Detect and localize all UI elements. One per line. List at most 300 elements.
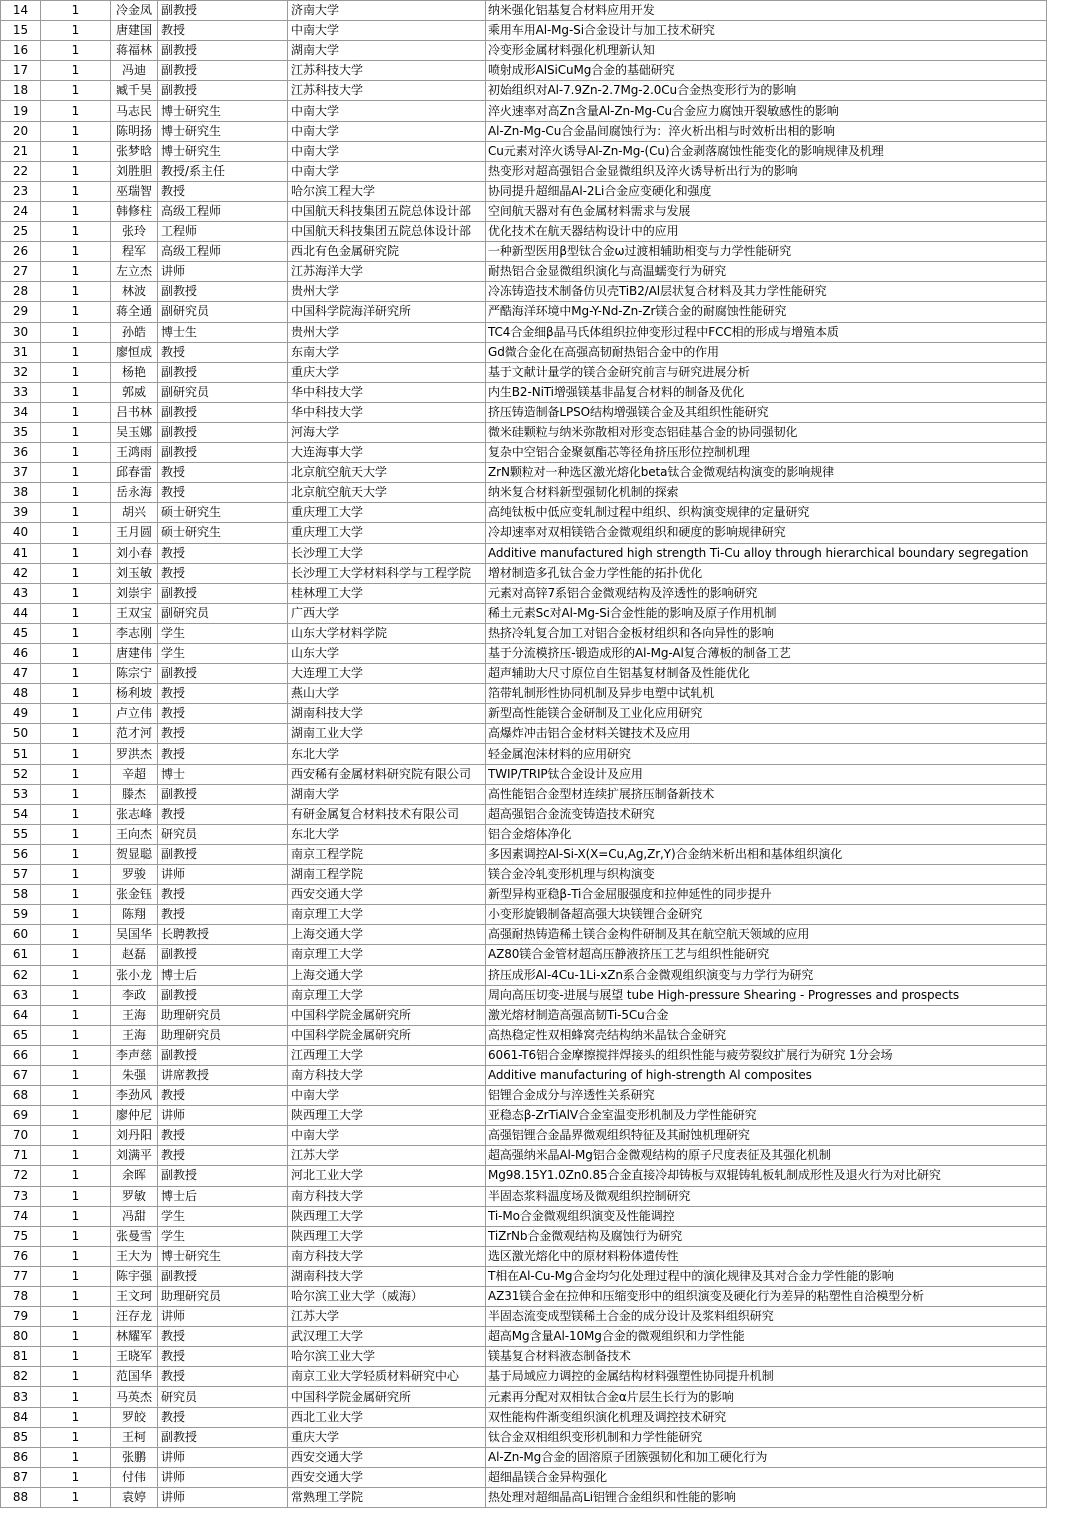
table-row	[1, 1447, 1047, 1467]
cell-count: 1	[41, 242, 111, 262]
cell-name: 林耀军	[111, 1327, 158, 1347]
cell-name: 范国华	[111, 1367, 158, 1387]
cell-index: 34	[1, 402, 41, 422]
cell-name: 孙皓	[111, 322, 158, 342]
cell-organization: 中南大学	[288, 1086, 486, 1106]
cell-organization: 南方科技大学	[288, 1186, 486, 1206]
cell-name: 王鸿雨	[111, 443, 158, 463]
cell-topic: 增材制造多孔钛合金力学性能的拓扑优化	[486, 563, 1047, 583]
cell-topic: 基于文献计量学的镁合金研究前言与研究进展分析	[486, 362, 1047, 382]
table-row	[1, 1025, 1047, 1045]
table-row	[1, 503, 1047, 523]
cell-index: 64	[1, 1005, 41, 1025]
table-row	[1, 1427, 1047, 1447]
cell-title: 博士研究生	[158, 141, 288, 161]
cell-name: 冷金凤	[111, 1, 158, 21]
cell-organization: 湖南工业大学	[288, 724, 486, 744]
cell-organization: 武汉理工大学	[288, 1327, 486, 1347]
cell-organization: 江苏大学	[288, 1146, 486, 1166]
cell-topic: 热变形对超高强铝合金显微组织及淬火诱导析出行为的影响	[486, 161, 1047, 181]
cell-index: 58	[1, 885, 41, 905]
cell-topic: 基于分流模挤压-锻造成形的Al-Mg-Al复合薄板的制备工艺	[486, 644, 1047, 664]
cell-name: 刘崇宇	[111, 583, 158, 603]
cell-name: 罗敏	[111, 1186, 158, 1206]
cell-name: 张金钰	[111, 885, 158, 905]
table-row	[1, 1065, 1047, 1085]
cell-index: 50	[1, 724, 41, 744]
cell-topic: 严酷海洋环境中Mg-Y-Nd-Zn-Zr镁合金的耐腐蚀性能研究	[486, 302, 1047, 322]
cell-index: 40	[1, 523, 41, 543]
cell-title: 副教授	[158, 1266, 288, 1286]
cell-count: 1	[41, 905, 111, 925]
cell-topic: 超高强纳米晶Al-Mg铝合金微观结构的原子尺度表征及其强化机制	[486, 1146, 1047, 1166]
cell-organization: 中南大学	[288, 21, 486, 41]
cell-index: 56	[1, 844, 41, 864]
cell-organization: 中南大学	[288, 161, 486, 181]
cell-count: 1	[41, 1166, 111, 1186]
cell-title: 副教授	[158, 985, 288, 1005]
cell-organization: 有研金属复合材料技术有限公司	[288, 804, 486, 824]
cell-name: 邱春雷	[111, 463, 158, 483]
cell-organization: 贵州大学	[288, 322, 486, 342]
table-row	[1, 1266, 1047, 1286]
cell-name: 李志刚	[111, 623, 158, 643]
cell-count: 1	[41, 101, 111, 121]
cell-index: 75	[1, 1226, 41, 1246]
cell-index: 44	[1, 603, 41, 623]
cell-count: 1	[41, 1447, 111, 1467]
cell-count: 1	[41, 483, 111, 503]
cell-title: 副教授	[158, 583, 288, 603]
cell-name: 王双宝	[111, 603, 158, 623]
table-row	[1, 422, 1047, 442]
table-row	[1, 623, 1047, 643]
cell-index: 24	[1, 201, 41, 221]
cell-index: 63	[1, 985, 41, 1005]
cell-name: 杨利坡	[111, 684, 158, 704]
cell-organization: 西北有色金属研究院	[288, 242, 486, 262]
cell-count: 1	[41, 1287, 111, 1307]
cell-organization: 南京理工大学	[288, 905, 486, 925]
cell-title: 教授	[158, 483, 288, 503]
cell-organization: 南京工业大学轻质材料研究中心	[288, 1367, 486, 1387]
cell-title: 教授	[158, 804, 288, 824]
cell-topic: 半固态浆料温度场及微观组织控制研究	[486, 1186, 1047, 1206]
cell-organization: 哈尔滨工程大学	[288, 181, 486, 201]
cell-index: 30	[1, 322, 41, 342]
cell-index: 77	[1, 1266, 41, 1286]
cell-count: 1	[41, 744, 111, 764]
cell-title: 博士研究生	[158, 121, 288, 141]
cell-title: 副教授	[158, 784, 288, 804]
table-body	[1, 1, 1047, 1508]
cell-organization: 南方科技大学	[288, 1065, 486, 1085]
cell-topic: 冷冻铸造技术制备仿贝壳TiB2/Al层状复合材料及其力学性能研究	[486, 282, 1047, 302]
cell-topic: 轻金属泡沫材料的应用研究	[486, 744, 1047, 764]
cell-index: 28	[1, 282, 41, 302]
cell-count: 1	[41, 583, 111, 603]
cell-title: 副教授	[158, 1166, 288, 1186]
cell-index: 42	[1, 563, 41, 583]
cell-organization: 陕西理工大学	[288, 1206, 486, 1226]
cell-count: 1	[41, 1206, 111, 1226]
cell-title: 博士生	[158, 322, 288, 342]
cell-index: 70	[1, 1126, 41, 1146]
table-row	[1, 41, 1047, 61]
cell-organization: 西安交通大学	[288, 1447, 486, 1467]
cell-index: 48	[1, 684, 41, 704]
cell-name: 韩修柱	[111, 201, 158, 221]
cell-topic: 6061-T6铝合金摩擦搅拌焊接头的组织性能与疲劳裂纹扩展行为研究 1分会场	[486, 1045, 1047, 1065]
cell-title: 教授	[158, 1407, 288, 1427]
cell-topic: 激光熔材制造高强高韧Ti-5Cu合金	[486, 1005, 1047, 1025]
table-row	[1, 181, 1047, 201]
cell-title: 助理研究员	[158, 1005, 288, 1025]
cell-topic: 高性能铝合金型材连续扩展挤压制备新技术	[486, 784, 1047, 804]
cell-organization: 河海大学	[288, 422, 486, 442]
cell-title: 教授	[158, 181, 288, 201]
cell-name: 陈宇强	[111, 1266, 158, 1286]
cell-title: 研究员	[158, 824, 288, 844]
cell-title: 教授	[158, 1327, 288, 1347]
cell-name: 汪存龙	[111, 1307, 158, 1327]
table-row	[1, 382, 1047, 402]
table-row	[1, 844, 1047, 864]
cell-name: 马英杰	[111, 1387, 158, 1407]
cell-topic: 挤压成形Al-4Cu-1Li-xZn系合金微观组织演变与力学行为研究	[486, 965, 1047, 985]
cell-count: 1	[41, 704, 111, 724]
cell-name: 卢立伟	[111, 704, 158, 724]
cell-name: 刘胜胆	[111, 161, 158, 181]
cell-name: 林波	[111, 282, 158, 302]
cell-name: 罗洪杰	[111, 744, 158, 764]
cell-title: 长聘教授	[158, 925, 288, 945]
cell-title: 博士研究生	[158, 101, 288, 121]
table-row	[1, 1186, 1047, 1206]
cell-name: 余晖	[111, 1166, 158, 1186]
cell-count: 1	[41, 543, 111, 563]
cell-name: 辛超	[111, 764, 158, 784]
cell-organization: 湖南大学	[288, 41, 486, 61]
cell-topic: 元素再分配对双相钛合金α片层生长行为的影响	[486, 1387, 1047, 1407]
cell-index: 35	[1, 422, 41, 442]
cell-organization: 西安交通大学	[288, 1467, 486, 1487]
cell-name: 付伟	[111, 1467, 158, 1487]
cell-title: 博士研究生	[158, 1246, 288, 1266]
cell-index: 59	[1, 905, 41, 925]
cell-organization: 山东大学	[288, 644, 486, 664]
table-row	[1, 865, 1047, 885]
cell-topic: Additive manufacturing of high-strength Al composites	[486, 1065, 1047, 1085]
cell-index: 19	[1, 101, 41, 121]
cell-count: 1	[41, 1327, 111, 1347]
cell-organization: 中南大学	[288, 101, 486, 121]
cell-name: 张玲	[111, 222, 158, 242]
cell-name: 刘丹阳	[111, 1126, 158, 1146]
cell-index: 74	[1, 1206, 41, 1226]
cell-count: 1	[41, 443, 111, 463]
cell-title: 副教授	[158, 402, 288, 422]
table-row	[1, 523, 1047, 543]
cell-title: 副教授	[158, 81, 288, 101]
cell-index: 47	[1, 664, 41, 684]
cell-title: 讲师	[158, 1307, 288, 1327]
cell-count: 1	[41, 463, 111, 483]
cell-count: 1	[41, 1487, 111, 1507]
cell-title: 副教授	[158, 422, 288, 442]
cell-organization: 中国科学院金属研究所	[288, 1387, 486, 1407]
cell-count: 1	[41, 302, 111, 322]
cell-topic: 乘用车用Al-Mg-Si合金设计与加工技术研究	[486, 21, 1047, 41]
cell-topic: 箔带轧制形性协同机制及异步电塑中试轧机	[486, 684, 1047, 704]
cell-index: 15	[1, 21, 41, 41]
cell-organization: 西北工业大学	[288, 1407, 486, 1427]
cell-index: 71	[1, 1146, 41, 1166]
table-row	[1, 684, 1047, 704]
cell-title: 教授	[158, 704, 288, 724]
cell-topic: 热处理对超细晶高Li铝锂合金组织和性能的影响	[486, 1487, 1047, 1507]
cell-index: 39	[1, 503, 41, 523]
cell-organization: 南京理工大学	[288, 985, 486, 1005]
cell-name: 王文珂	[111, 1287, 158, 1307]
table-row	[1, 644, 1047, 664]
cell-index: 65	[1, 1025, 41, 1045]
cell-topic: T相在Al-Cu-Mg合金均匀化处理过程中的演化规律及其对合金力学性能的影响	[486, 1266, 1047, 1286]
cell-name: 罗皎	[111, 1407, 158, 1427]
table-row	[1, 101, 1047, 121]
cell-name: 陈宗宁	[111, 664, 158, 684]
table-row	[1, 443, 1047, 463]
cell-title: 工程师	[158, 222, 288, 242]
cell-topic: 一种新型医用β型钛合金ω过渡相辅助相变与力学性能研究	[486, 242, 1047, 262]
cell-organization: 江苏科技大学	[288, 81, 486, 101]
cell-topic: TWIP/TRIP钛合金设计及应用	[486, 764, 1047, 784]
cell-topic: Al-Zn-Mg-Cu合金晶间腐蚀行为：淬火析出相与时效析出相的影响	[486, 121, 1047, 141]
cell-title: 讲师	[158, 1487, 288, 1507]
cell-title: 学生	[158, 623, 288, 643]
cell-count: 1	[41, 322, 111, 342]
cell-index: 26	[1, 242, 41, 262]
cell-name: 臧千昊	[111, 81, 158, 101]
cell-index: 80	[1, 1327, 41, 1347]
cell-topic: 纳米复合材料新型强韧化机制的探索	[486, 483, 1047, 503]
cell-count: 1	[41, 764, 111, 784]
cell-topic: 高热稳定性双相蜂窝壳结构纳米晶钛合金研究	[486, 1025, 1047, 1045]
cell-index: 18	[1, 81, 41, 101]
table-row	[1, 1166, 1047, 1186]
cell-title: 副研究员	[158, 603, 288, 623]
cell-name: 吴玉娜	[111, 422, 158, 442]
cell-title: 高级工程师	[158, 242, 288, 262]
cell-topic: 内生B2-NiTi增强镁基非晶复合材料的制备及优化	[486, 382, 1047, 402]
cell-title: 硕士研究生	[158, 523, 288, 543]
cell-title: 博士后	[158, 965, 288, 985]
table-row	[1, 483, 1047, 503]
table-row	[1, 1086, 1047, 1106]
cell-count: 1	[41, 1266, 111, 1286]
cell-name: 蒋全通	[111, 302, 158, 322]
table-row	[1, 1387, 1047, 1407]
cell-name: 廖仲尼	[111, 1106, 158, 1126]
cell-name: 冯甜	[111, 1206, 158, 1226]
cell-topic: 微米硅颗粒与纳米弥散相对形变态铝硅基合金的协同强韧化	[486, 422, 1047, 442]
cell-count: 1	[41, 1186, 111, 1206]
cell-organization: 中南大学	[288, 1126, 486, 1146]
cell-index: 60	[1, 925, 41, 945]
cell-title: 教授	[158, 563, 288, 583]
cell-name: 刘小春	[111, 543, 158, 563]
cell-name: 张志峰	[111, 804, 158, 824]
cell-index: 41	[1, 543, 41, 563]
table-row	[1, 21, 1047, 41]
cell-count: 1	[41, 985, 111, 1005]
cell-topic: 双性能构件渐变组织演化机理及调控技术研究	[486, 1407, 1047, 1427]
cell-name: 王大为	[111, 1246, 158, 1266]
cell-topic: 基于局域应力调控的金属结构材料强塑性协同提升机制	[486, 1367, 1047, 1387]
cell-organization: 南京理工大学	[288, 945, 486, 965]
cell-count: 1	[41, 885, 111, 905]
cell-count: 1	[41, 1467, 111, 1487]
cell-topic: 小变形旋锻制备超高强大块镁锂合金研究	[486, 905, 1047, 925]
cell-topic: Ti-Mo合金微观组织演变及性能调控	[486, 1206, 1047, 1226]
cell-topic: 高强耐热铸造稀土镁合金构件研制及其在航空航天领域的应用	[486, 925, 1047, 945]
cell-count: 1	[41, 61, 111, 81]
cell-count: 1	[41, 422, 111, 442]
cell-topic: 复杂中空铝合金聚氨酯芯等径角挤压形位控制机理	[486, 443, 1047, 463]
cell-title: 讲席教授	[158, 1065, 288, 1085]
cell-count: 1	[41, 1005, 111, 1025]
cell-index: 79	[1, 1307, 41, 1327]
cell-title: 学生	[158, 1226, 288, 1246]
table-row	[1, 985, 1047, 1005]
cell-count: 1	[41, 804, 111, 824]
cell-index: 62	[1, 965, 41, 985]
cell-topic: 冷却速率对双相镁锆合金微观组织和硬度的影响规律研究	[486, 523, 1047, 543]
cell-count: 1	[41, 362, 111, 382]
cell-organization: 重庆理工大学	[288, 523, 486, 543]
cell-name: 唐建伟	[111, 644, 158, 664]
table-row	[1, 764, 1047, 784]
cell-name: 冯迪	[111, 61, 158, 81]
cell-organization: 燕山大学	[288, 684, 486, 704]
cell-count: 1	[41, 724, 111, 744]
cell-topic: 镁基复合材料液态制备技术	[486, 1347, 1047, 1367]
cell-index: 22	[1, 161, 41, 181]
cell-topic: 耐热铝合金显微组织演化与高温蠕变行为研究	[486, 262, 1047, 282]
cell-count: 1	[41, 1427, 111, 1447]
cell-index: 43	[1, 583, 41, 603]
cell-count: 1	[41, 382, 111, 402]
cell-index: 32	[1, 362, 41, 382]
cell-topic: 超细晶镁合金异构强化	[486, 1467, 1047, 1487]
cell-topic: Al-Zn-Mg合金的固溶原子团簇强韧化和加工硬化行为	[486, 1447, 1047, 1467]
cell-index: 78	[1, 1287, 41, 1307]
cell-index: 76	[1, 1246, 41, 1266]
cell-count: 1	[41, 563, 111, 583]
cell-topic: 高强铝锂合金晶界微观组织特征及其耐蚀机理研究	[486, 1126, 1047, 1146]
cell-organization: 中国科学院金属研究所	[288, 1025, 486, 1045]
cell-topic: 热挤冷轧复合加工对铝合金板材组织和各向异性的影响	[486, 623, 1047, 643]
cell-count: 1	[41, 121, 111, 141]
cell-index: 49	[1, 704, 41, 724]
table-row	[1, 282, 1047, 302]
cell-index: 55	[1, 824, 41, 844]
cell-topic: 新型异构亚稳β-Ti合金屈服强度和拉伸延性的同步提升	[486, 885, 1047, 905]
cell-count: 1	[41, 784, 111, 804]
cell-name: 张小龙	[111, 965, 158, 985]
cell-name: 马志民	[111, 101, 158, 121]
table-row	[1, 1045, 1047, 1065]
cell-topic: Mg98.15Y1.0Zn0.85合金直接冷却铸板与双辊铸轧板轧制成形性及退火行为对比研究	[486, 1166, 1047, 1186]
cell-title: 副教授	[158, 362, 288, 382]
cell-count: 1	[41, 684, 111, 704]
cell-organization: 西安交通大学	[288, 885, 486, 905]
cell-organization: 上海交通大学	[288, 965, 486, 985]
cell-topic: AZ80镁合金管材超高压静液挤压工艺与组织性能研究	[486, 945, 1047, 965]
cell-title: 副教授	[158, 443, 288, 463]
cell-index: 20	[1, 121, 41, 141]
cell-index: 72	[1, 1166, 41, 1186]
cell-organization: 江西理工大学	[288, 1045, 486, 1065]
cell-name: 贺显聪	[111, 844, 158, 864]
cell-index: 29	[1, 302, 41, 322]
cell-count: 1	[41, 262, 111, 282]
cell-name: 王向杰	[111, 824, 158, 844]
cell-title: 副教授	[158, 844, 288, 864]
table-row	[1, 1005, 1047, 1025]
cell-topic: 镁合金冷轧变形机理与织构演变	[486, 865, 1047, 885]
table-row	[1, 905, 1047, 925]
cell-organization: 广西大学	[288, 603, 486, 623]
table-row	[1, 543, 1047, 563]
table-row	[1, 583, 1047, 603]
cell-organization: 华中科技大学	[288, 382, 486, 402]
cell-title: 教授	[158, 1126, 288, 1146]
cell-count: 1	[41, 523, 111, 543]
cell-index: 46	[1, 644, 41, 664]
cell-topic: 超高Mg含量Al-10Mg合金的微观组织和力学性能	[486, 1327, 1047, 1347]
table-row	[1, 1, 1047, 21]
cell-name: 李劲风	[111, 1086, 158, 1106]
table-row	[1, 302, 1047, 322]
cell-name: 王海	[111, 1025, 158, 1045]
cell-organization: 湖南科技大学	[288, 1266, 486, 1286]
cell-organization: 湖南工程学院	[288, 865, 486, 885]
cell-name: 岳永海	[111, 483, 158, 503]
cell-count: 1	[41, 1226, 111, 1246]
cell-index: 37	[1, 463, 41, 483]
table-row	[1, 1206, 1047, 1226]
cell-index: 66	[1, 1045, 41, 1065]
cell-name: 廖恒成	[111, 342, 158, 362]
cell-organization: 长沙理工大学	[288, 543, 486, 563]
table-row	[1, 242, 1047, 262]
table-row	[1, 563, 1047, 583]
cell-count: 1	[41, 1045, 111, 1065]
cell-name: 刘满平	[111, 1146, 158, 1166]
cell-count: 1	[41, 1, 111, 21]
cell-topic: 超高强铝合金流变铸造技术研究	[486, 804, 1047, 824]
cell-topic: 铝锂合金成分与淬透性关系研究	[486, 1086, 1047, 1106]
cell-count: 1	[41, 181, 111, 201]
cell-count: 1	[41, 342, 111, 362]
cell-count: 1	[41, 623, 111, 643]
cell-index: 25	[1, 222, 41, 242]
cell-index: 33	[1, 382, 41, 402]
cell-topic: 铝合金熔体净化	[486, 824, 1047, 844]
cell-organization: 陕西理工大学	[288, 1226, 486, 1246]
cell-topic: ZrN颗粒对一种选区激光熔化beta钛合金微观结构演变的影响规律	[486, 463, 1047, 483]
